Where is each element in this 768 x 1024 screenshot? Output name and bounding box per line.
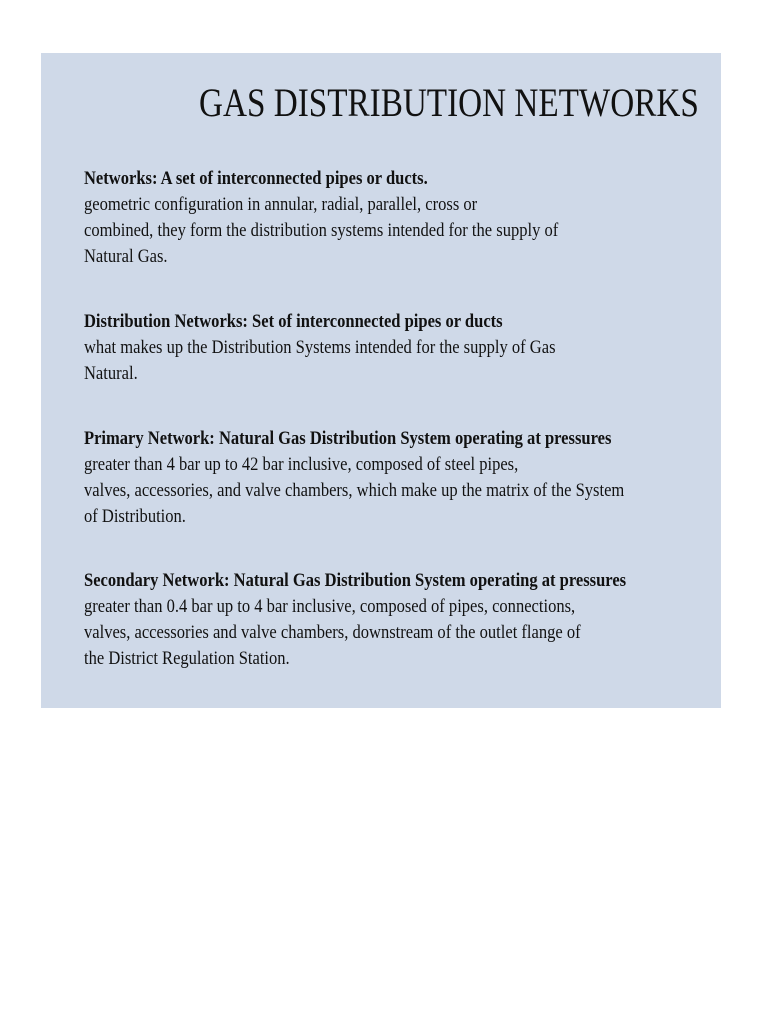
section-line: the District Regulation Station. [84, 648, 290, 669]
section-line: valves, accessories, and valve chambers, which make up the matrix of the System [84, 480, 625, 501]
section-line: geometric configuration in annular, radial, parallel, cross or [84, 194, 478, 215]
section-heading: Networks: A set of interconnected pipes or ducts. [84, 168, 428, 189]
section-line: valves, accessories and valve chambers, downstream of the outlet flange of [84, 622, 581, 643]
section-networks [84, 166, 704, 270]
slide-panel [41, 53, 721, 708]
section-line: greater than 4 bar up to 42 bar inclusive, composed of steel pipes, [84, 454, 519, 475]
section-line: of Distribution. [84, 506, 186, 527]
section-primary-network [84, 426, 704, 530]
section-line: what makes up the Distribution Systems intended for the supply of Gas [84, 337, 556, 358]
section-secondary-network [84, 568, 704, 672]
section-line: combined, they form the distribution systems intended for the supply of [84, 220, 559, 241]
section-distribution-networks [84, 309, 704, 387]
page-title: GAS DISTRIBUTION NETWORKS [199, 80, 699, 125]
section-line: greater than 0.4 bar up to 4 bar inclusive, composed of pipes, connections, [84, 596, 576, 617]
section-heading: Distribution Networks: Set of interconnected pipes or ducts [84, 311, 503, 332]
section-heading: Secondary Network: Natural Gas Distribution System operating at pressures [84, 570, 627, 591]
section-line: Natural Gas. [84, 246, 168, 267]
section-line: Natural. [84, 363, 138, 384]
section-heading: Primary Network: Natural Gas Distribution System operating at pressures [84, 428, 612, 449]
